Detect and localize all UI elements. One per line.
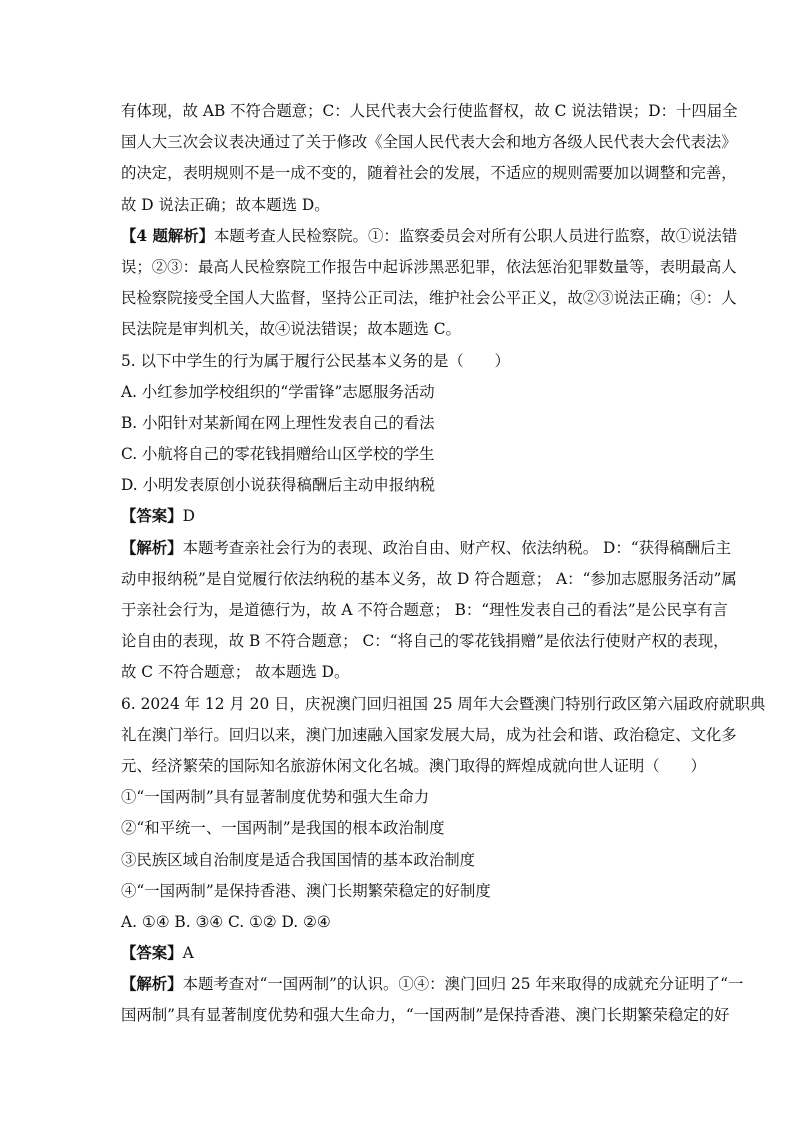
section-label: 【解析】	[121, 538, 183, 557]
text-line: ①“一国两制”具有显著制度优势和强大生命力	[121, 788, 430, 807]
text-line: 于亲社会行为，是道德行为，故 A 不符合题意； B：“理性发表自己的看法”是公民享有言	[121, 601, 728, 619]
text-line: 误；②③：最高人民检察院工作报告中起诉涉黑恶犯罪，依法惩治犯罪数量等，表明最高人	[121, 257, 737, 276]
section-text: 本题考查人民检察院。①：监察委员会对所有公职人员进行监察，故①说法错	[214, 226, 738, 245]
text-line: 民检察院接受全国人大监督，坚持公正司法，维护社会公平正义，故②③说法正确；④：人	[121, 289, 737, 308]
text-line: ②“和平统一、一国两制”是我国的根本政治制度	[121, 819, 445, 838]
section-text: A	[182, 944, 194, 963]
section-label: 【解析】	[121, 975, 183, 994]
text-line	[121, 501, 681, 532]
section-text: 本题考查亲社会行为的表现、政治自由、财产权、依法纳税。 D：“获得稿酬后主	[182, 538, 731, 557]
text-line: 民法院是审判机关，故④说法错误；故本题选 C。	[121, 320, 461, 339]
document-body	[121, 96, 766, 1032]
text-line: 国两制”具有显著制度优势和强大生命力，“一国两制”是保持香港、澳门长期繁荣稳定的好	[121, 1006, 730, 1025]
text-line	[121, 938, 681, 969]
text-line: 故 C 不符合题意； 故本题选 D。	[121, 663, 350, 682]
text-line: 国人大三次会议表决通过了关于修改《全国人民代表大会和地方各级人民代表大会代表法》	[121, 133, 737, 152]
text-line: 礼在澳门举行。回归以来，澳门加速融入国家发展大局，成为社会和谐、政治稳定、文化多	[121, 725, 737, 744]
text-line: 动申报纳税”是自觉履行依法纳税的基本义务，故 D 符合题意； A：“参加志愿服务活动”属	[121, 569, 737, 588]
section-label: 【答案】	[121, 944, 183, 963]
section-label: 【答案】	[121, 507, 183, 526]
section-text: 本题考查对“一国两制”的认识。①④：澳门回归 25 年来取得的成就充分证明了“一	[182, 975, 744, 994]
text-line	[121, 533, 731, 564]
text-line: ④“一国两制”是保持香港、澳门长期繁荣稳定的好制度	[121, 881, 491, 900]
section-text: D	[182, 507, 195, 526]
text-line: 论自由的表现，故 B 不符合题意； C：“将自己的零花钱捐赠”是依法行使财产权的表现，	[121, 632, 729, 651]
text-line: 5. 以下中学生的行为属于履行公民基本义务的是（ ）	[121, 351, 510, 370]
text-line: 的决定，表明规则不是一成不变的，随着社会的发展，不适应的规则需要加以调整和完善，	[121, 164, 737, 183]
text-line: A. 小红参加学校组织的“学雷锋”志愿服务活动	[121, 382, 435, 401]
text-line: D. 小明发表原创小说获得稿酬后主动申报纳税	[121, 476, 435, 495]
text-line: 元、经济繁荣的国际知名旅游休闲文化名城。澳门取得的辉煌成就向世人证明（ ）	[121, 756, 706, 775]
section-label: 【4 题解析】	[121, 226, 215, 245]
text-line: 有体现，故 AB 不符合题意；C：人民代表大会行使监督权，故 C 说法错误；D：十四届全	[121, 102, 738, 120]
text-line	[121, 969, 744, 1000]
text-line	[121, 221, 738, 252]
text-line: A. ①④ B. ③④ C. ①② D. ②④	[121, 912, 331, 931]
text-line: 故 D 说法正确；故本题选 D。	[121, 195, 330, 214]
text-line: ③民族区域自治制度是适合我国国情的基本政治制度	[121, 850, 475, 869]
text-line: C. 小航将自己的零花钱捐赠给山区学校的学生	[121, 445, 435, 464]
text-line: B. 小阳针对某新闻在网上理性发表自己的看法	[121, 413, 435, 432]
text-line: 6. 2024 年 12 月 20 日，庆祝澳门回归祖国 25 周年大会暨澳门特别行政区第六届政府就职典	[121, 694, 766, 713]
